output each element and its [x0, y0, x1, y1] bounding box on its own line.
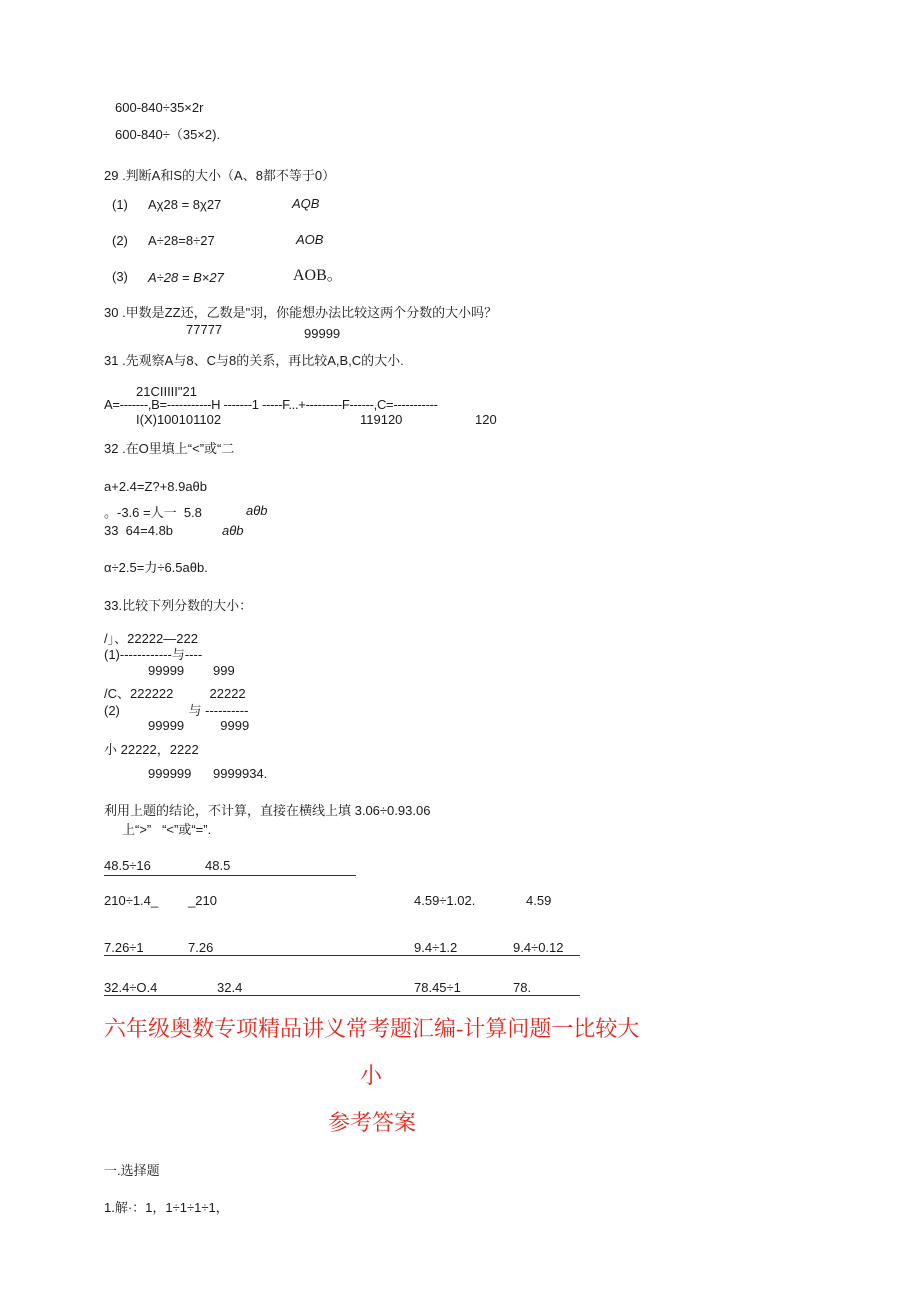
- q29-2-num: (2): [112, 233, 128, 248]
- fill-r3-right-a: 9.4÷1.2: [414, 940, 458, 955]
- q31-denominator-c: 120: [475, 412, 497, 427]
- q33-p1-top: /」、22222—222: [104, 631, 198, 646]
- q33-p1-bot: 99999 999: [148, 663, 235, 678]
- fill-r4-right-b: 78.: [513, 980, 532, 995]
- q29-3-ans: AOB。: [293, 267, 343, 284]
- q32-line1: a+2.4=Z?+8.9aθb: [104, 479, 208, 494]
- q30-den2: 99999: [304, 326, 341, 341]
- fill-r2-right-b: 4.59: [526, 893, 552, 908]
- q30-title: 30 .甲数是ZZ还，乙数是"羽，你能想办法比较这两个分数的大小吗？: [104, 305, 498, 320]
- fill-r3-right-b: 9.4÷0.12: [513, 940, 564, 955]
- q33-p2-mid: (2) 与 ----------: [104, 703, 249, 718]
- answer-title: 参考答案: [328, 1110, 417, 1135]
- q29-3-expr: A÷28 = B×27: [148, 270, 224, 285]
- q29-1-num: (1): [112, 197, 128, 212]
- fill-r4-left: 32.4÷O.4: [104, 980, 158, 995]
- q29-2-ans: AOB: [296, 232, 324, 247]
- q29-title: 29 .判断A和S的大小（A、8都不等于0）: [104, 168, 336, 183]
- fill-r3-blank[interactable]: [104, 955, 580, 956]
- q29-1-expr: Aχ28 = 8χ27: [148, 197, 222, 212]
- q33-p2-bot: 99999 9999: [148, 718, 250, 733]
- fill-r4-blank[interactable]: [104, 995, 580, 996]
- instruction-line-1: 利用上题的结论，不计算，直接在横线上填 3.06÷0.93.06: [104, 803, 431, 818]
- q32-line2-ans: aθb: [246, 503, 268, 518]
- q31-denominators-a: I(X)100101102: [136, 412, 222, 427]
- q31-fractions: A=-------,B=-----------H -------1 -----F...+---------F------,C=-----------: [104, 397, 438, 412]
- q32-line3-ans: aθb: [222, 523, 244, 538]
- fill-r1-right: 48.5: [205, 858, 231, 873]
- q33-p2-top: /C、222222 22222: [104, 686, 246, 701]
- fill-r1-blank[interactable]: [104, 875, 356, 876]
- q32-line2: 。-3.6 =人一 5.8: [104, 505, 202, 520]
- q31-denominators-b: 119120: [360, 412, 403, 427]
- fill-r4-right-a: 78.45÷1: [414, 980, 461, 995]
- q30-den1: 77777: [186, 322, 223, 337]
- q33-p3-bot: 999999 9999934.: [148, 766, 268, 781]
- q33-p1-mid: (1)------------与----: [104, 647, 203, 662]
- q29-3-num: (3): [112, 269, 128, 284]
- fill-r2-right-a: 4.59÷1.02.: [414, 893, 476, 908]
- q32-title: 32 .在O里填上“<”或“二: [104, 441, 235, 456]
- title-line-2: 小: [360, 1063, 383, 1088]
- fill-r2-mid: _210: [188, 893, 217, 908]
- section-heading: 一.选择题: [104, 1163, 160, 1178]
- fill-r3-left: 7.26÷1: [104, 940, 144, 955]
- q29-2-expr: A÷28=8÷27: [148, 233, 215, 248]
- q29-1-ans: AQB: [292, 196, 320, 211]
- answer-1: 1.解·：1，1÷1÷1÷1，: [104, 1200, 229, 1215]
- q33-title: 33.比较下列分数的大小：: [104, 598, 253, 613]
- expr-line-2: 600-840÷（35×2).: [115, 127, 221, 142]
- q32-line3: 33 64=4.8b: [104, 523, 174, 538]
- instruction-line-2: 上“>” “<”或“=”.: [122, 822, 212, 837]
- fill-r1-left: 48.5÷16: [104, 858, 151, 873]
- expr-line-1: 600-840÷35×2r: [115, 100, 204, 115]
- fill-r2-left: 210÷1.4_: [104, 893, 159, 908]
- fill-r3-mid: 7.26: [188, 940, 214, 955]
- q31-title: 31 .先观察A与8、C与8的关系，再比较A,B,C的大小.: [104, 353, 404, 368]
- fill-r4-mid: 32.4: [217, 980, 243, 995]
- q31-numerators: 21CIIIII"21: [136, 384, 197, 399]
- q32-line4: α÷2.5=力÷6.5aθb.: [104, 560, 208, 575]
- title-line-1: 六年级奥数专项精品讲义常考题汇编-计算问题一比较大: [104, 1016, 640, 1041]
- q33-p3-top: 小 22222，2222: [104, 742, 199, 757]
